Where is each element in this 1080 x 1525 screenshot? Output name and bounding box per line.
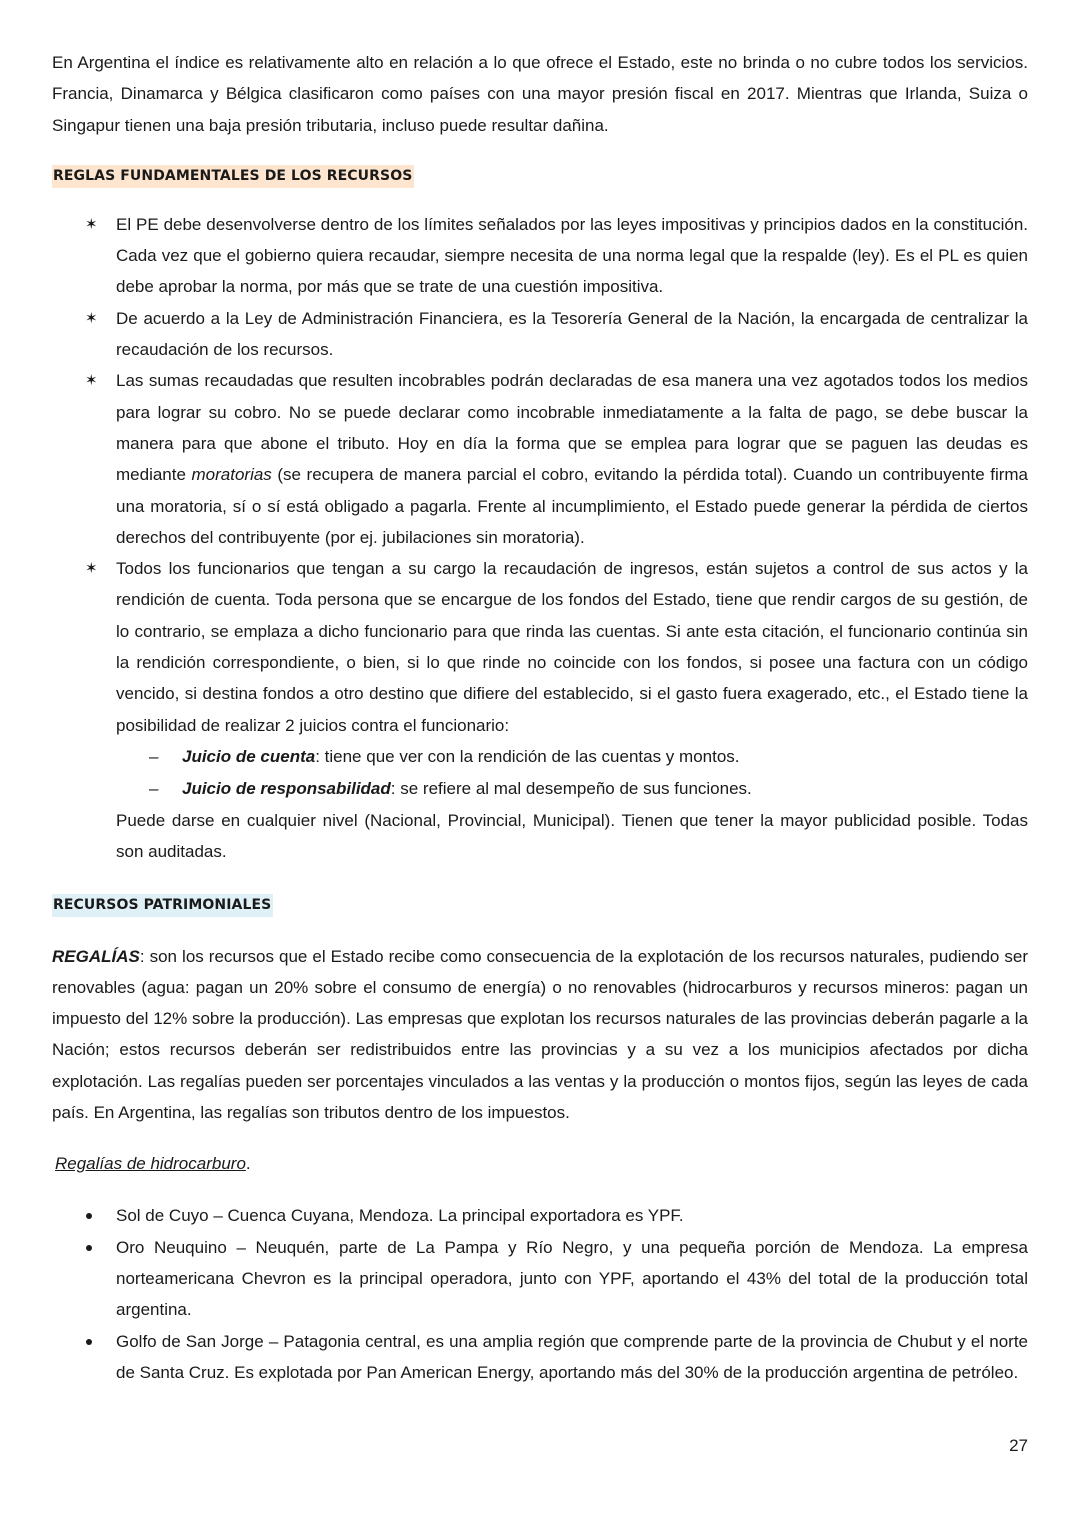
document-page [52, 47, 1028, 1388]
rule-text: (se recupera de manera parcial el cobro, evitando la pérdida total). Cuando un contribuyente firma una moratoria, sí o sí está obligado a pagarla. Frente al incumplimiento, el Estado puede generar la pérdida de ciertos derechos del contribuyente (por ej. jubilaciones sin moratoria). [116, 465, 1028, 547]
dot-bullet-icon [86, 1245, 92, 1251]
item-text: Golfo de San Jorge – Patagonia central, es una amplia región que comprende parte de la provincia de Chubut y el norte de Santa Cruz. Es explotada por Pan American Energy, aportando más del 30% de la producción argentina de petróleo. [116, 1331, 1028, 1382]
item-text: Sol de Cuyo – Cuenca Cuyana, Mendoza. La principal exportadora es YPF. [116, 1206, 684, 1226]
rule-text: De acuerdo a la Ley de Administración Financiera, es la Tesorería General de la Nación, la encargada de centralizar la recaudación de los recursos. [116, 308, 1028, 360]
star-bullet-icon: ✶ [85, 560, 98, 578]
section-heading-reglas: REGLAS FUNDAMENTALES DE LOS RECURSOS [52, 165, 414, 188]
emphasis-moratorias: moratorias [191, 465, 272, 485]
list-item [52, 741, 1028, 773]
page-number: 27 [1009, 1436, 1028, 1455]
dot-bullet-icon [86, 1213, 92, 1219]
subheading-suffix: . [245, 1154, 251, 1174]
definition: : se refiere al mal desempeño de sus funciones. [390, 778, 752, 798]
juicios-list [116, 741, 1028, 805]
regalias-paragraph [52, 941, 1028, 1129]
term: REGALÍAS [52, 946, 140, 966]
hidrocarburo-list [52, 1200, 1028, 1388]
intro-paragraph: En Argentina el índice es relativamente alto en relación a lo que ofrece el Estado, este no brinda o no cubre todos los servicios. Francia, Dinamarca y Bélgica clasificaron como países con una mayor presión fiscal en 2017. Mientras que Irlanda, Suiza o Singapur tienen una baja presión tributaria, incluso puede resultar dañina. [52, 53, 1028, 135]
definition: : tiene que ver con la rendición de las cuentas y montos. [315, 746, 740, 766]
list-item [52, 553, 1028, 867]
list-item [52, 1200, 1028, 1231]
definition: : son los recursos que el Estado recibe como consecuencia de la explotación de los recursos naturales, pudiendo ser renovables (agua: pagan un 20% sobre el consumo de energía) o no renovables (hidrocarburos y recursos mineros: pagan un impuesto del 12% sobre la producción). Las empresas que explotan los recursos naturales de las provincias deberán pagarle a la Nación; estos recursos deberán ser redistribuidos entre las provincias y a su vez a los municipios afectados por dicha explotación. Las regalías pueden ser porcentajes vinculados a las ventas y la producción o montos fijos, según las leyes de cada país. En Argentina, las regalías son tributos dentro de los impuestos. [52, 946, 1028, 1123]
list-item [52, 773, 1028, 805]
rule-text: Todos los funcionarios que tengan a su cargo la recaudación de ingresos, están sujetos a control de sus actos y la rendición de cuenta. Toda persona que se encargue de los fondos del Estado, tiene que rendir cargos de su gestión, de lo contrario, se emplaza a dicho funcionario para que rinda las cuentas. Si ante esta citación, el funcionario continúa sin la rendición correspondiente, o bien, si lo que rinde no coincide con los fondos, si posee una factura con un código vencido, si destina fondos a otro destino que difiere del establecido, si el gasto fuera exagerado, etc., el Estado tiene la posibilidad de realizar 2 juicios contra el funcionario: [116, 559, 1028, 735]
rules-list [52, 209, 1028, 868]
star-bullet-icon: ✶ [85, 215, 98, 233]
rule-text: Puede darse en cualquier nivel (Nacional, Provincial, Municipal). Tienen que tener la mayor publicidad posible. Todas son auditadas. [116, 810, 1028, 862]
list-item [52, 303, 1028, 366]
dot-bullet-icon [86, 1339, 92, 1345]
rule-text: Las sumas recaudadas que resulten incobrables podrán declaradas de esa manera una vez agotados todos los medios para lograr su cobro. No se puede declarar como incobrable inmediatamente a la falta de pago, se debe buscar la manera para que abone el tributo. Hoy en día la forma que se emplea para lograr que se paguen las deudas es mediante [116, 371, 1028, 485]
subheading-text: Regalías de hidrocarburo [55, 1154, 246, 1174]
star-bullet-icon: ✶ [85, 309, 98, 327]
list-item [52, 1232, 1028, 1326]
section-heading-recursos-patrimoniales: RECURSOS PATRIMONIALES [52, 894, 273, 917]
list-item [52, 209, 1028, 303]
rule-text: El PE debe desenvolverse dentro de los límites señalados por las leyes impositivas y principios dados en la constitución. Cada vez que el gobierno quiera recaudar, siempre necesita de una norma legal que la respalde (ley). Es el PL es quien debe aprobar la norma, por más que se trate de una cuestión impositiva. [116, 214, 1028, 297]
dash-bullet-icon: – [149, 746, 159, 766]
dash-bullet-icon: – [149, 778, 159, 798]
term: Juicio de cuenta [182, 746, 316, 766]
item-text: Oro Neuquino – Neuquén, parte de La Pampa y Río Negro, y una pequeña porción de Mendoza. La empresa norteamericana Chevron es la principal operadora, junto con YPF, aportando el 43% del total de la producción total argentina. [116, 1237, 1028, 1320]
term: Juicio de responsabilidad [182, 778, 391, 798]
list-item [52, 1326, 1028, 1389]
subheading-hidrocarburo [55, 1148, 1028, 1179]
list-item [52, 365, 1028, 553]
star-bullet-icon: ✶ [85, 372, 98, 390]
